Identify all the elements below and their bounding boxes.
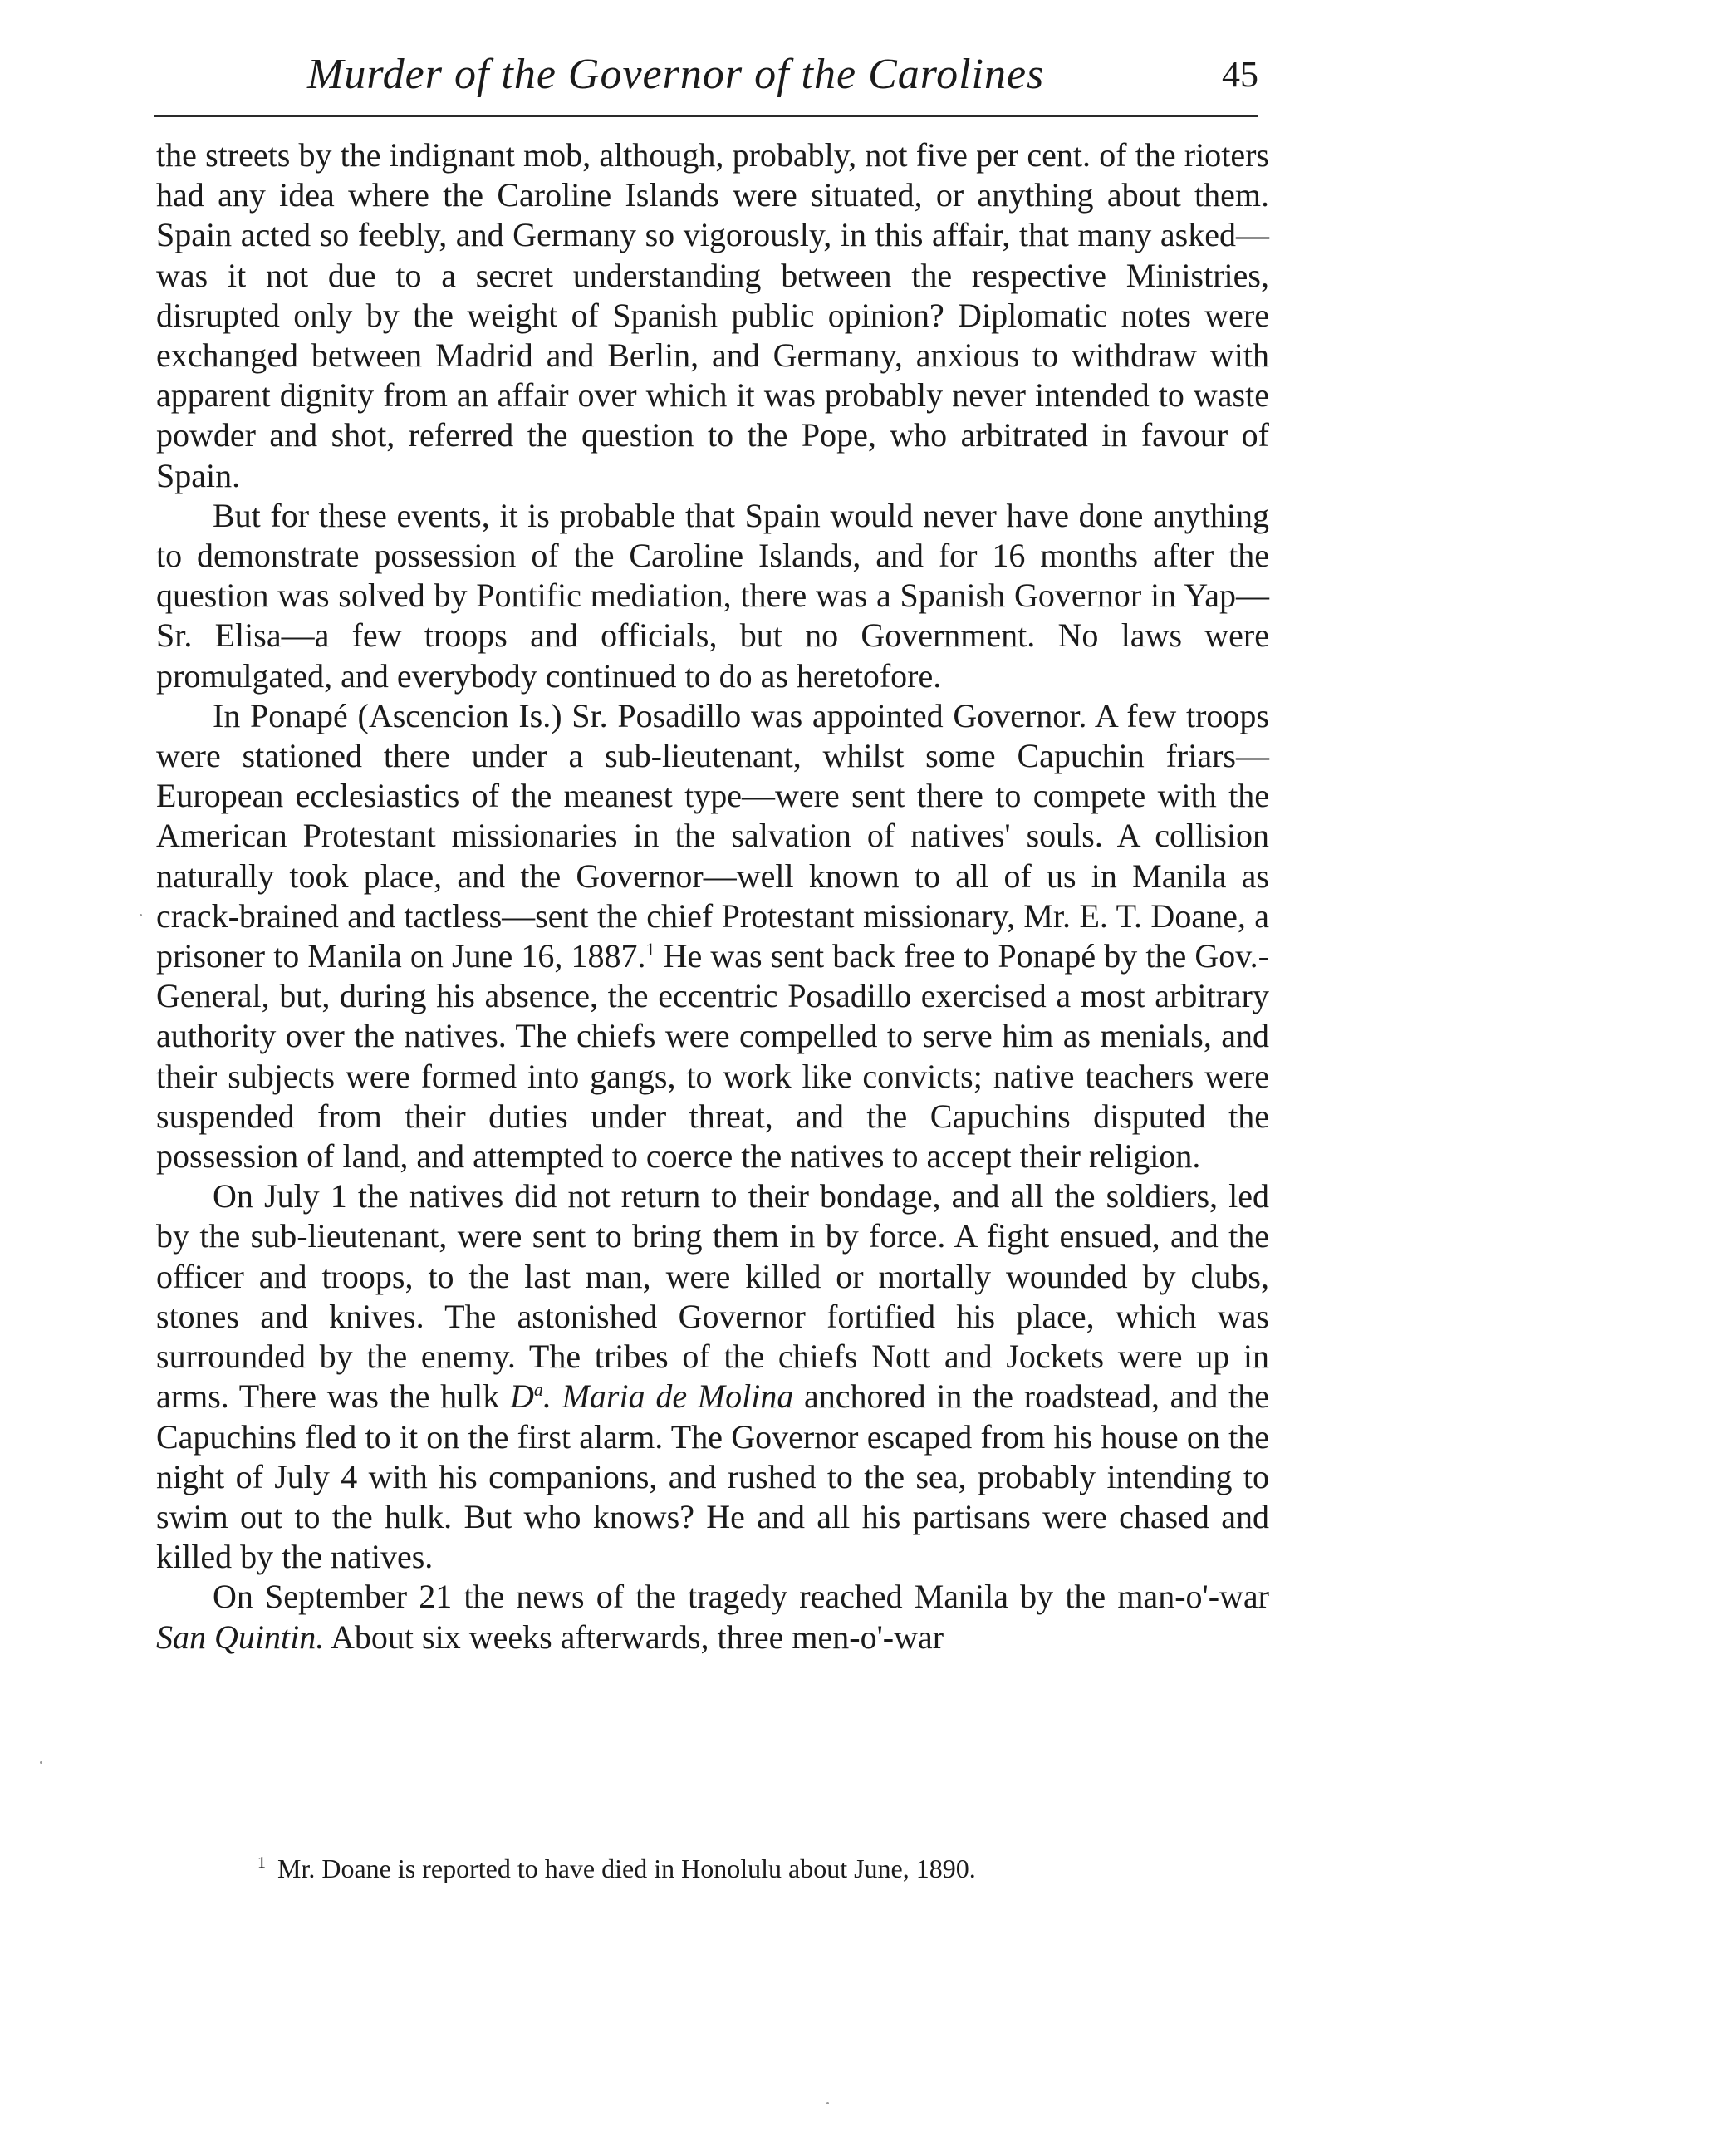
paragraph-2-text: But for these events, it is probable that Spain would never have done anything to demonstrate possession of the Caroline Islands, and for 16 months after the question was solved by Pontific mediation, there was a Spanish Governor in Yap—Sr. Elisa—a few troops and officials, but no Government. No laws were promulgated, and everybody continued to do as heretofore. bbox=[156, 496, 1269, 695]
body-text bbox=[156, 135, 1269, 1657]
paragraph-3 bbox=[156, 696, 1269, 1176]
ship-abbrev: D bbox=[510, 1377, 534, 1416]
ship-name-san-quintin: San Quintin. bbox=[156, 1618, 325, 1656]
footnote bbox=[257, 1851, 1254, 1886]
paragraph-4-text-a: On July 1 the natives did not return to their bondage, and all the soldiers, led by the sub-lieutenant, were sent to bring them in by force. A fight ensued, and the officer and troops, to the last man, were killed or mortally wounded by clubs, stones and knives. The astonished Governor fortified his place, which was surrounded by the enemy. The tribes of the chiefs Nott and Jockets were up in arms. There was the hulk bbox=[156, 1177, 1269, 1416]
scan-speck bbox=[40, 1761, 42, 1764]
header-rule bbox=[154, 115, 1258, 117]
footnote-text: Mr. Doane is reported to have died in Honolulu about June, 1890. bbox=[277, 1854, 976, 1883]
ship-name-text: . Maria de Molina bbox=[542, 1377, 794, 1416]
paragraph-3-text-b: He was sent back free to Ponapé by the Gov.-General, but, during his absence, the eccentric Posadillo exercised a most arbitrary authority over the natives. The chiefs were compelled to serve him as menials, and their subjects were formed into gangs, to work like convicts; native teachers were suspended from their duties under threat, and the Capuchins disputed the possession of land, and attempted to coerce the natives to accept their religion. bbox=[156, 937, 1270, 1176]
ship-abbrev-superscript: a bbox=[533, 1379, 543, 1401]
paragraph-4 bbox=[156, 1176, 1269, 1577]
scan-speck bbox=[826, 2102, 829, 2104]
page-header bbox=[154, 46, 1258, 120]
running-title: Murder of the Governor of the Carolines bbox=[307, 51, 1045, 98]
paragraph-4-text-b: anchored in the roadstead, and the Capuchins fled to it on the first alarm. The Governor escaped from his house on the night of July 4 with his companions, and rushed to the sea, probably intending to swim out to the hulk. But who knows? He and all his partisans were chased and killed by the natives. bbox=[156, 1377, 1269, 1576]
paragraph-1 bbox=[156, 135, 1269, 496]
paragraph-3-text-a: In Ponapé (Ascencion Is.) Sr. Posadillo was appointed Governor. A few troops were stationed there under a sub-lieutenant, whilst some Capuchin friars—European ecclesiastics of the meanest type—were sent there to compete with the American Protestant missionaries in the salvation of natives' souls. A collision naturally took place, and the Governor—well known to all of us in Manila as crack-brained and tactless—sent the chief Protestant missionary, Mr. E. T. Doane, a prisoner to Manila on June 16, 1887. bbox=[156, 696, 1269, 975]
paragraph-1-text: the streets by the indignant mob, although, probably, not five per cent. of the rioters had any idea where the Caroline Islands were situated, or anything about them. Spain acted so feebly, and Germany so vigorously, in this affair, that many asked—was it not due to a secret understanding between the respective Ministries, disrupted only by the weight of Spanish public opinion? Diplomatic notes were exchanged between Madrid and Berlin, and Germany, anxious to withdraw with apparent dignity from an affair over which it was probably never intended to waste powder and shot, referred the question to the Pope, who arbitrated in favour of Spain. bbox=[156, 136, 1269, 494]
footnote-marker: 1 bbox=[257, 1854, 266, 1872]
ship-name-molina bbox=[510, 1377, 793, 1415]
footnote-reference: 1 bbox=[645, 939, 655, 960]
paragraph-2 bbox=[156, 496, 1269, 696]
paragraph-5-text-a: On September 21 the news of the tragedy reached Manila by the man-o'-war bbox=[213, 1578, 1269, 1616]
paragraph-5-text-b: About six weeks afterwards, three men-o'-war bbox=[324, 1618, 944, 1656]
paragraph-5 bbox=[156, 1577, 1269, 1657]
scan-speck bbox=[140, 914, 142, 916]
page-number: 45 bbox=[1222, 54, 1258, 95]
